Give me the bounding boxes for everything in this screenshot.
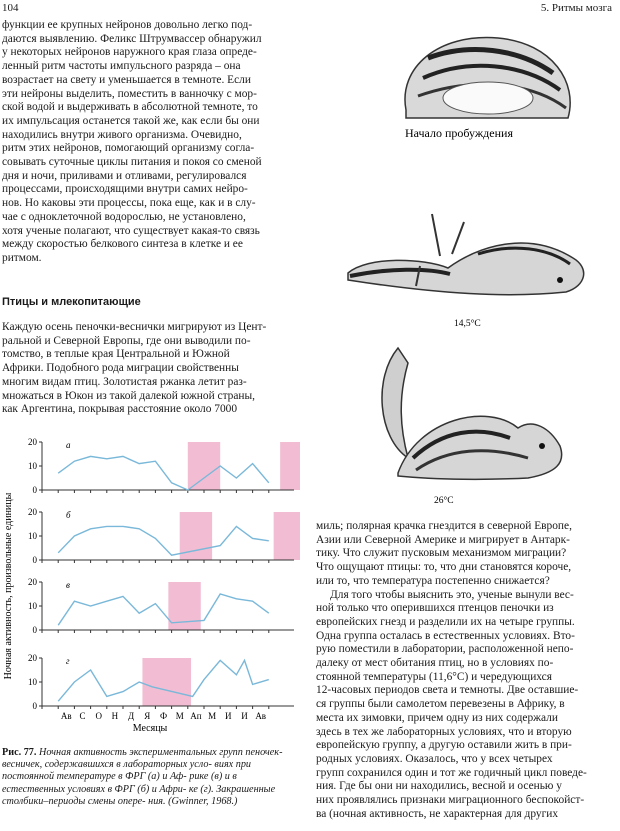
text-line: находились внутри живого организма. Очевидно,	[2, 128, 242, 141]
text-line: родных условиях. Оказалось, что у всех четырех	[316, 752, 553, 765]
month-tick-label: Н	[111, 711, 119, 721]
temperature-label-1: 14,5°C	[454, 319, 481, 329]
y-tick-label: 0	[32, 555, 37, 565]
paragraph-2	[2, 321, 300, 417]
text-line: процессами, происходящими внутри самих нейро-	[2, 183, 248, 196]
text-line: 12-часовых периодов света и темноты. Две оставшие-	[316, 684, 579, 697]
month-tick-label: И	[241, 711, 248, 721]
text-line: Что ощущают птицы: то, что дни становятся короче,	[316, 561, 572, 574]
text-line: или то, что температура постепенно снижается?	[316, 574, 550, 587]
awakening-label: Начало пробуждения	[405, 126, 513, 140]
chipmunk-illustrations	[328, 18, 620, 523]
y-tick-label: 0	[32, 625, 37, 635]
text-line: хотя ученые полагают, что существует какая-то связь	[2, 224, 260, 237]
text-line: групп сохранился один и тот же годичный цикл поведе-	[316, 766, 587, 779]
text-line: как Аргентина, покрывая расстояние около 7000	[2, 403, 238, 416]
text-line: чае с одноклеточной водорослью, не установлено,	[2, 210, 246, 223]
text-line: ной только что оперившихся птенцов пеночки из	[316, 602, 554, 615]
text-line: далеку от мест обитания птиц, но в условиях по-	[316, 657, 554, 670]
text-line: ленный ритм частоты импульсного разряда – она	[2, 60, 241, 73]
temperature-label-2: 26°C	[434, 496, 454, 506]
activity-line	[58, 456, 269, 490]
y-tick-label: 10	[28, 601, 37, 611]
text-line: ритм этих нейронов, помогающий организму согла-	[2, 142, 255, 155]
month-tick-label: С	[79, 711, 86, 721]
chipmunk-on-back-drawing	[348, 214, 584, 295]
text-line: функции ее крупных нейронов довольно легко под-	[2, 19, 253, 31]
text-line: места их зимовки, причем одну из них содержали	[316, 711, 558, 724]
text-line: Каждую осень пеночки-веснички мигрируют из Цент-	[2, 321, 267, 333]
y-tick-label: 0	[32, 701, 37, 711]
text-line: многим видам птиц. Золотистая ржанка летит раз-	[2, 375, 247, 388]
right-column-text	[316, 520, 617, 821]
curled-chipmunk-drawing	[405, 38, 570, 118]
text-line: ральной и Северной Европы, где они выводили по-	[2, 334, 251, 347]
text-line: ния. Где бы они ни находились, весной и осенью у	[316, 780, 562, 793]
y-tick-label: 0	[32, 485, 37, 495]
y-axis-label: Ночная активность, произвольные единицы	[3, 492, 14, 680]
molt-period-bar	[274, 512, 300, 560]
activity-line	[58, 526, 269, 555]
month-tick-label: И	[225, 711, 232, 721]
text-line: их импульсация останется такой же, как если бы они	[2, 114, 260, 127]
y-tick-label: 20	[28, 577, 37, 587]
text-line: Азии или Северной Америке и мигрирует в Антарк-	[316, 533, 570, 546]
text-line: ритмом.	[2, 251, 42, 264]
y-tick-label: 10	[28, 461, 37, 471]
caption-label: Рис. 77.	[2, 747, 37, 758]
activity-chart	[0, 436, 300, 746]
caption-text: ния. (Gwinner, 1968.)	[148, 795, 238, 807]
section-heading: Птицы и млекопитающие	[2, 296, 141, 308]
text-line: ва (ночная активность, не характерная для других	[316, 807, 559, 820]
caption-text: виях при постоянной температуре в ФРГ (а) и Аф-	[2, 759, 252, 783]
text-line: возрастает на свету и уменьшается в темноте. Если	[2, 73, 251, 86]
molt-period-bar	[142, 658, 191, 706]
molt-period-bar	[280, 442, 300, 490]
activity-line	[58, 594, 269, 625]
sitting-chipmunk-drawing	[382, 348, 562, 479]
chapter-title: 5. Ритмы мозга	[540, 2, 612, 14]
month-tick-label: Ав	[60, 711, 72, 721]
text-line: Для того чтобы выяснить это, ученые вынули вес-	[330, 588, 574, 601]
text-line: европейскую группу, а другую оставили жить в при-	[316, 739, 572, 752]
month-tick-label: М	[175, 711, 184, 721]
panel-label: б	[66, 510, 71, 520]
text-line: томство, в теплые края Центральной и Южной	[2, 348, 230, 361]
month-tick-label: Ф	[159, 711, 168, 721]
caption-text: пеночек-весничек, содержавшихся в лабораторных усло-	[2, 747, 283, 771]
text-line: ся группы были самолетом перевезены в Африку, в	[316, 698, 565, 711]
text-line: миль; полярная крачка гнездится в северной Европе,	[316, 520, 572, 532]
text-line: рую поместили в лаборатории, расположенной непо-	[316, 643, 574, 656]
y-tick-label: 20	[28, 507, 37, 517]
text-line: эти нейроны выделить, поместить в ванночку с мор-	[2, 87, 257, 100]
text-line: европейских гнезд и разделили их на четыре группы.	[316, 615, 575, 628]
text-line: ской водой и выдерживать в абсолютной темноте, то	[2, 101, 258, 114]
text-line: стоянной температуры (11,6°C) и чередующихся	[316, 670, 552, 683]
text-line: множаться в Юкон из такой далекой южной страны,	[2, 389, 256, 402]
y-tick-label: 20	[28, 437, 37, 447]
panel-label: а	[66, 440, 71, 450]
y-tick-label: 10	[28, 531, 37, 541]
month-tick-label: Ав	[255, 711, 267, 721]
caption-text: ке (г). Закрашенные столбики–периоды смены опере-	[2, 783, 276, 807]
month-tick-label: М	[208, 711, 217, 721]
month-tick-label: Д	[128, 711, 135, 721]
text-line: дня и ночи, приливами и отливами, регулировался	[2, 169, 247, 182]
text-line: у некоторых нейронов наружного края глаза опреде-	[2, 46, 257, 59]
figure-caption	[2, 747, 300, 808]
panel-label: г	[66, 656, 70, 666]
page-number: 104	[2, 2, 19, 14]
text-line: них проявлялись признаки миграционного беспокойст-	[316, 794, 585, 807]
month-tick-label: Ап	[190, 711, 202, 721]
y-tick-label: 20	[28, 653, 37, 663]
text-line: Африки. Подобного рода миграции свойственны	[2, 362, 239, 375]
text-line: совывать суточные циклы питания и покоя со сменой	[2, 156, 262, 169]
text-line: между скоростью белкового синтеза в клетке и ее	[2, 238, 243, 251]
text-line: даются выявлению. Феликс Штрумвассер обнаружил	[2, 32, 262, 45]
y-tick-label: 10	[28, 677, 37, 687]
text-line: нов. Но каковы эти процессы, пока еще, как и в слу-	[2, 197, 256, 210]
text-line: здесь в тех же лабораторных условиях, что и вторую	[316, 725, 572, 738]
molt-period-bar	[188, 442, 220, 490]
text-line: Одна группа осталась в естественных условиях. Вто-	[316, 629, 575, 642]
month-tick-label: О	[95, 711, 102, 721]
panel-label: в	[66, 580, 70, 590]
x-axis-label: Месяцы	[132, 723, 168, 734]
text-line: тику. Что служит пусковым механизмом миграции?	[316, 547, 567, 560]
paragraph-1	[2, 19, 300, 266]
caption-text: рике (в) и в естественных условиях в ФРГ (б) и Афри-	[2, 771, 237, 795]
caption-text: Ночная активность экспериментальных групп	[39, 747, 246, 758]
month-tick-label: Я	[144, 711, 151, 721]
